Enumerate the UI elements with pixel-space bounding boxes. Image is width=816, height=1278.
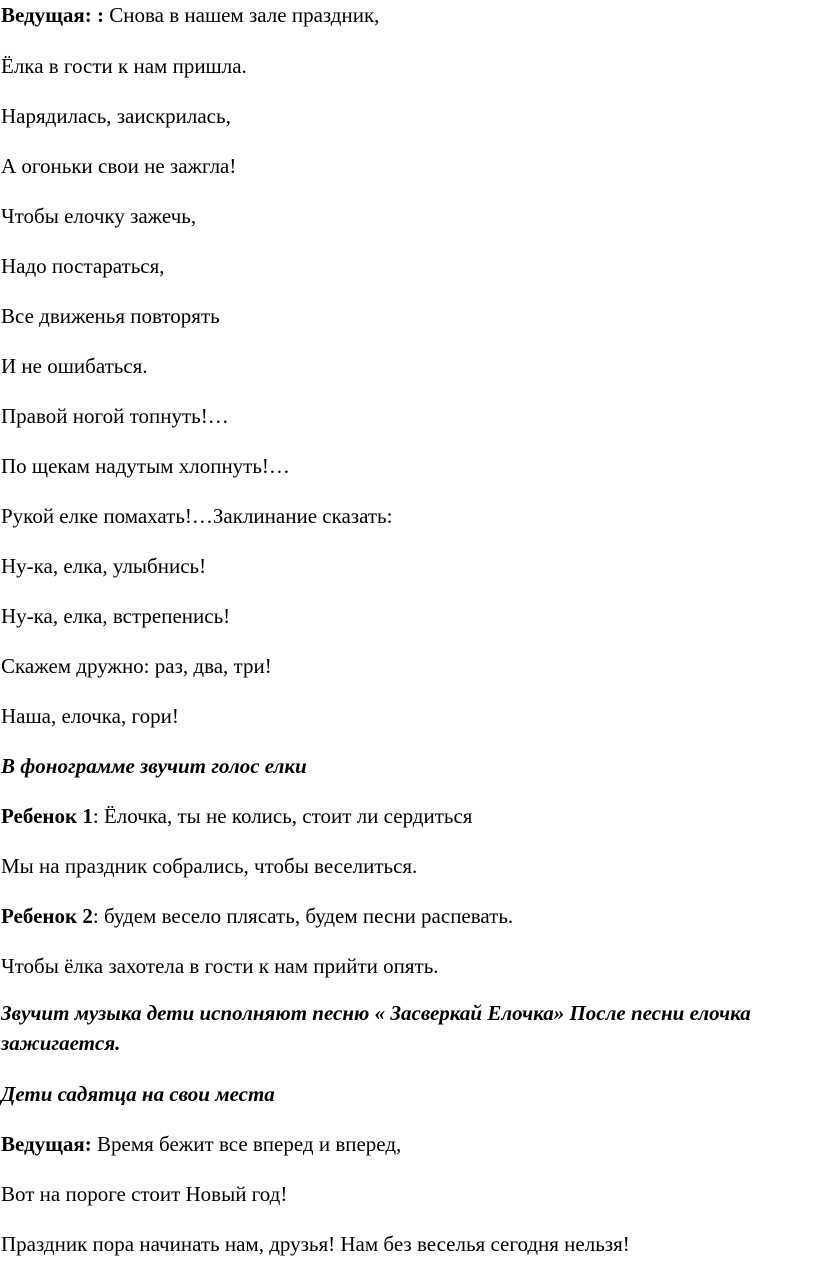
line-text: Время бежит все вперед и вперед, [91, 1132, 402, 1156]
line-text: Правой ногой топнуть!… [1, 404, 229, 428]
stage-direction [1, 1082, 275, 1106]
line-text: Нарядилась, заискрилась, [1, 104, 231, 128]
line-7 [1, 304, 220, 328]
line-text: Ну-ка, елка, улыбнись! [1, 554, 207, 578]
line-text: А огоньки свои не зажгла! [1, 154, 237, 178]
speaker-label: Ребенок 1 [1, 804, 93, 828]
line-11 [1, 504, 392, 528]
line-5 [1, 204, 196, 228]
stage-direction [1, 998, 813, 1058]
line-text: Мы на праздник собрались, чтобы веселиться. [1, 854, 418, 878]
line-9 [1, 404, 229, 428]
line-17 [1, 804, 472, 828]
stage-text: Дети садятца на свои места [1, 1082, 275, 1106]
line-text: Праздник пора начинать нам, друзья! Нам без веселья сегодня нельзя! [1, 1232, 630, 1256]
line-23 [1, 1132, 401, 1156]
line-text: Ну-ка, елка, встрепенись! [1, 604, 231, 628]
line-text: Все движенья повторять [1, 304, 220, 328]
line-text: Надо постараться, [1, 254, 165, 278]
line-10 [1, 454, 290, 478]
speaker-label: Ребенок 2 [1, 904, 93, 928]
line-19 [1, 904, 513, 928]
line-24 [1, 1182, 287, 1206]
line-12 [1, 554, 206, 578]
line-text: По щекам надутым хлопнуть!… [1, 454, 290, 478]
line-2 [1, 54, 247, 78]
line-text: Вот на пороге стоит Новый год! [1, 1182, 288, 1206]
line-1 [1, 3, 379, 27]
line-text: Рукой елке помахать!…Заклинание сказать: [1, 504, 393, 528]
line-text: : Ёлочка, ты не колись, стоит ли сердиться [92, 804, 473, 828]
stage-text: В фонограмме звучит голос елки [1, 754, 307, 778]
stage-direction [1, 754, 307, 778]
line-text: Ёлка в гости к нам пришла. [1, 54, 247, 78]
line-3 [1, 104, 231, 128]
speaker-label: Ведущая: : [1, 3, 105, 27]
line-15 [1, 704, 179, 728]
line-14 [1, 654, 272, 678]
line-text: Скажем дружно: раз, два, три! [1, 654, 272, 678]
line-text: Снова в нашем зале праздник, [104, 3, 380, 27]
line-text: И не ошибаться. [1, 354, 148, 378]
line-8 [1, 354, 148, 378]
line-text: : будем весело плясать, будем песни распевать. [92, 904, 514, 928]
line-25 [1, 1232, 630, 1256]
line-text: Чтобы ёлка захотела в гости к нам прийти опять. [1, 954, 439, 978]
line-13 [1, 604, 230, 628]
speaker-label: Ведущая: [1, 1132, 92, 1156]
line-6 [1, 254, 165, 278]
line-18 [1, 854, 417, 878]
line-20 [1, 954, 439, 978]
line-4 [1, 154, 236, 178]
stage-text: Звучит музыка дети исполняют песню « Засверкай Елочка» После песни елочка зажигается. [1, 1001, 751, 1055]
line-text: Наша, елочка, гори! [1, 704, 179, 728]
line-text: Чтобы елочку зажечь, [1, 204, 197, 228]
